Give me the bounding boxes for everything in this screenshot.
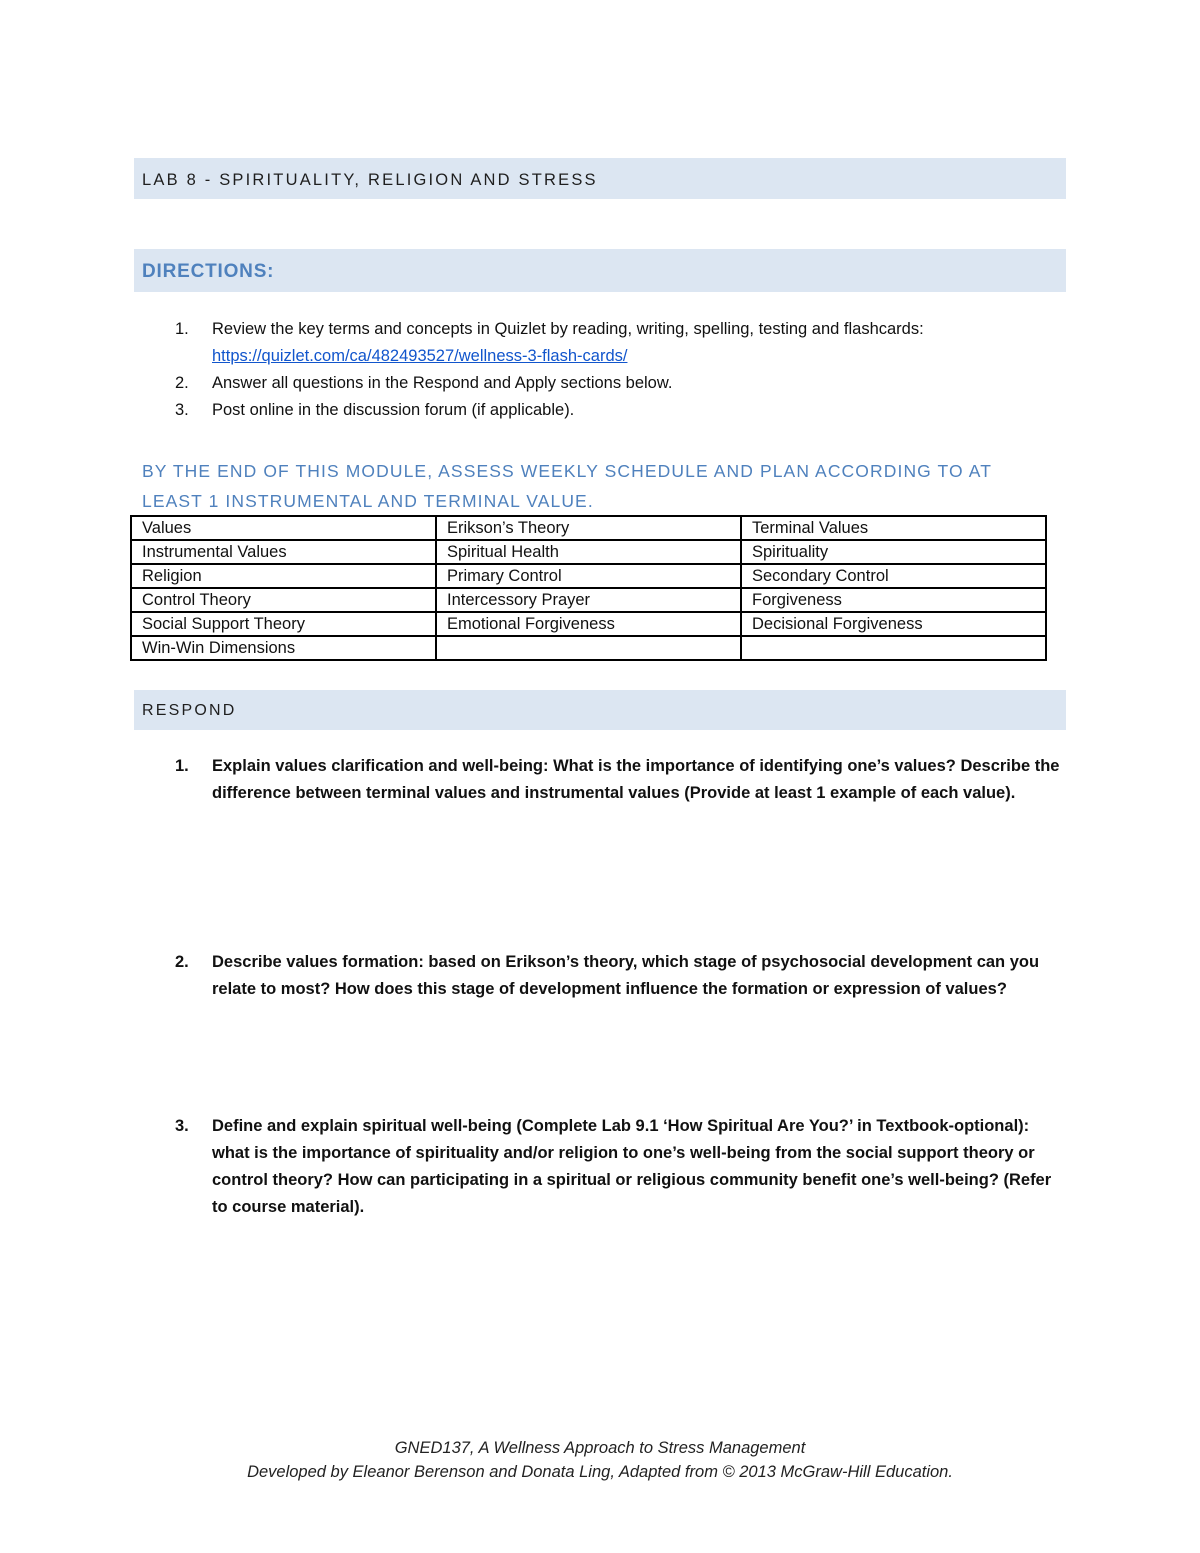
table-row bbox=[131, 564, 1046, 588]
respond-question-1 bbox=[175, 753, 1060, 807]
table-cell: Religion bbox=[131, 564, 436, 588]
item-text: Post online in the discussion forum (if applicable). bbox=[212, 401, 575, 419]
item-text: Review the key terms and concepts in Quizlet by reading, writing, spelling, testing and flashcards: bbox=[212, 320, 924, 338]
table-cell: Erikson’s Theory bbox=[436, 516, 741, 540]
quizlet-link[interactable]: https://quizlet.com/ca/482493527/wellness-3-flash-cards/ bbox=[212, 347, 628, 365]
table-cell: Spiritual Health bbox=[436, 540, 741, 564]
key-terms-table bbox=[130, 515, 1047, 661]
item-number: 2. bbox=[175, 374, 189, 392]
table-cell: Instrumental Values bbox=[131, 540, 436, 564]
respond-banner bbox=[134, 690, 1066, 730]
table-cell: Intercessory Prayer bbox=[436, 588, 741, 612]
item-number: 3. bbox=[175, 401, 189, 419]
table-cell: Terminal Values bbox=[741, 516, 1046, 540]
table-row bbox=[131, 612, 1046, 636]
table-cell bbox=[741, 636, 1046, 660]
table-cell: Secondary Control bbox=[741, 564, 1046, 588]
directions-banner bbox=[134, 249, 1066, 292]
respond-question-3 bbox=[175, 1113, 1060, 1221]
table-cell: Win-Win Dimensions bbox=[131, 636, 436, 660]
item-number: 2. bbox=[175, 953, 189, 971]
table-cell bbox=[436, 636, 741, 660]
table-row bbox=[131, 588, 1046, 612]
item-number: 1. bbox=[175, 320, 189, 338]
item-number: 1. bbox=[175, 757, 189, 775]
page-title: LAB 8 - SPIRITUALITY, RELIGION AND STRESS bbox=[142, 171, 598, 189]
question-text: Describe values formation: based on Erikson’s theory, which stage of psychosocial development can you relate to most? How does this stage of development influence the formation or expression of values? bbox=[212, 953, 1040, 998]
table-cell: Primary Control bbox=[436, 564, 741, 588]
list-item bbox=[175, 753, 1060, 807]
table-cell: Control Theory bbox=[131, 588, 436, 612]
assess-heading: BY THE END OF THIS MODULE, ASSESS WEEKLY SCHEDULE AND PLAN ACCORDING TO AT LEAST 1 INSTRUMENTAL AND TERMINAL VALUE. bbox=[142, 461, 992, 511]
table-cell: Forgiveness bbox=[741, 588, 1046, 612]
list-item bbox=[175, 397, 1045, 424]
directions-list bbox=[175, 316, 1045, 424]
table-cell: Emotional Forgiveness bbox=[436, 612, 741, 636]
page-footer bbox=[0, 1436, 1200, 1484]
table-row bbox=[131, 636, 1046, 660]
table-row bbox=[131, 540, 1046, 564]
footer-course: GNED137, A Wellness Approach to Stress Management bbox=[394, 1439, 806, 1457]
table-row bbox=[131, 516, 1046, 540]
footer-credit: Developed by Eleanor Berenson and Donata Ling, Adapted from © 2013 McGraw-Hill Education. bbox=[247, 1463, 953, 1481]
table-cell: Values bbox=[131, 516, 436, 540]
respond-question-2 bbox=[175, 949, 1060, 1003]
table-cell: Social Support Theory bbox=[131, 612, 436, 636]
question-text: Define and explain spiritual well-being (Complete Lab 9.1 ‘How Spiritual Are You?’ in Textbook-optional): what is the importance of spirituality and/or religion to one’s well-being from the social support theory or control theory? How can participating in a spiritual or religious community benefit one’s well-being? (Refer to course material). bbox=[212, 1117, 1052, 1216]
list-item bbox=[175, 316, 1045, 370]
directions-heading: DIRECTIONS: bbox=[142, 261, 275, 282]
list-item bbox=[175, 370, 1045, 397]
item-number: 3. bbox=[175, 1117, 189, 1135]
item-text: Answer all questions in the Respond and Apply sections below. bbox=[212, 374, 673, 392]
list-item bbox=[175, 1113, 1060, 1221]
respond-heading: RESPOND bbox=[142, 702, 237, 719]
title-banner bbox=[134, 158, 1066, 199]
question-text: Explain values clarification and well-being: What is the importance of identifying one’s values? Describe the difference between terminal values and instrumental values (Provide at least 1 example of each value). bbox=[212, 757, 1060, 802]
table-cell: Decisional Forgiveness bbox=[741, 612, 1046, 636]
list-item bbox=[175, 949, 1060, 1003]
table-cell: Spirituality bbox=[741, 540, 1046, 564]
